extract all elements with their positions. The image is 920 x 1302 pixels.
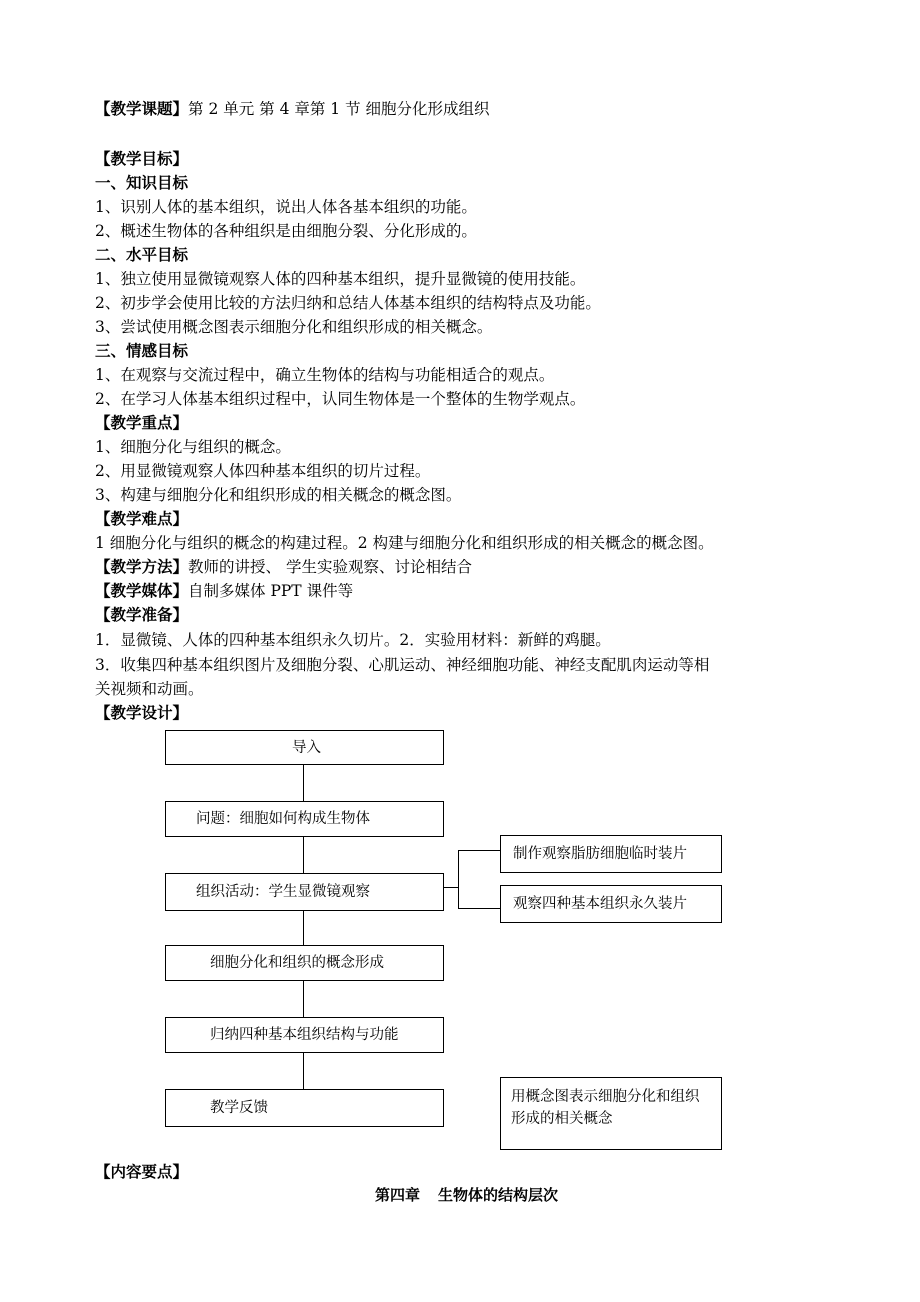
chapter-heading — [375, 1184, 576, 1205]
lesson-title-text: 第 2 单元 第 4 章第 1 节 细胞分化形成组织 — [188, 100, 490, 118]
ability-goal-item: 1、独立使用显微镜观察人体的四种基本组织，提升显微镜的使用技能。 — [95, 270, 586, 288]
chapter-title: 生物体的结构层次 — [438, 1186, 559, 1204]
knowledge-goal-item: 2、概述生物体的各种组织是由细胞分裂、分化形成的。 — [95, 222, 477, 240]
flow-step-activity — [165, 873, 444, 911]
design-heading: 【教学设计】 — [95, 704, 189, 722]
preparation-line: 关视频和动画。 — [95, 680, 204, 698]
media-line — [95, 579, 353, 603]
flow-feedback-note — [500, 1077, 722, 1150]
emotion-goal-item: 1、在观察与交流过程中，确立生物体的结构与功能相适合的观点。 — [95, 366, 555, 384]
branch-connector — [458, 850, 500, 851]
branch-connector — [458, 908, 500, 909]
flow-step-feedback — [165, 1089, 444, 1127]
method-text: 教师的讲授、 学生实验观察、讨论相结合 — [188, 558, 472, 576]
preparation-line: 1．显微镜、人体的四种基本组织永久切片。2．实验用材料：新鲜的鸡腿。 — [95, 631, 611, 649]
flow-connector — [303, 910, 304, 946]
flow-branch-label: 制作观察脂肪细胞临时装片 — [513, 846, 687, 862]
flow-feedback-note-text: 用概念图表示细胞分化和组织形成的相关概念 — [511, 1089, 700, 1127]
branch-connector — [458, 850, 459, 909]
flow-connector — [303, 764, 304, 802]
media-text: 自制多媒体 PPT 课件等 — [188, 582, 354, 600]
flow-branch-fat-cell — [500, 835, 722, 873]
knowledge-goal-item: 1、识别人体的基本组织，说出人体各基本组织的功能。 — [95, 198, 477, 216]
chapter-number: 第四章 — [375, 1186, 421, 1204]
key-points-heading: 【教学重点】 — [95, 414, 189, 432]
lesson-title-label: 【教学课题】 — [95, 100, 189, 118]
method-label: 【教学方法】 — [95, 558, 189, 576]
flow-branch-label: 观察四种基本组织永久装片 — [513, 896, 687, 912]
goals-heading: 【教学目标】 — [95, 150, 189, 168]
flow-step-label: 组织活动：学生显微镜观察 — [196, 884, 370, 900]
flow-step-question — [165, 801, 444, 837]
difficulties-heading: 【教学难点】 — [95, 510, 189, 528]
ability-goal-item: 3、尝试使用概念图表示细胞分化和组织形成的相关概念。 — [95, 318, 493, 336]
method-line — [95, 555, 472, 579]
lesson-title — [95, 97, 490, 121]
branch-connector — [443, 887, 459, 888]
emotion-goals-heading: 三、情感目标 — [95, 342, 189, 360]
content-heading: 【内容要点】 — [95, 1163, 189, 1181]
flow-connector — [303, 836, 304, 874]
flow-step-label: 教学反馈 — [210, 1100, 268, 1116]
ability-goals-heading: 二、水平目标 — [95, 246, 189, 264]
preparation-line: 3．收集四种基本组织图片及细胞分裂、心肌运动、神经细胞功能、神经支配肌肉运动等相 — [95, 656, 710, 674]
preparation-heading: 【教学准备】 — [95, 606, 189, 624]
knowledge-goals-heading: 一、知识目标 — [95, 174, 189, 192]
flow-step-concept — [165, 945, 444, 981]
ability-goal-item: 2、初步学会使用比较的方法归纳和总结人体基本组织的结构特点及功能。 — [95, 294, 601, 312]
key-point-item: 2、用显微镜观察人体四种基本组织的切片过程。 — [95, 462, 431, 480]
flow-step-label: 归纳四种基本组织结构与功能 — [210, 1027, 399, 1043]
flow-connector — [303, 980, 304, 1018]
flow-branch-permanent-slides — [500, 885, 722, 923]
key-point-item: 1、细胞分化与组织的概念。 — [95, 438, 291, 456]
flow-step-summary — [165, 1017, 444, 1053]
flow-step-label: 导入 — [292, 740, 321, 756]
flow-step-intro — [165, 730, 444, 765]
media-label: 【教学媒体】 — [95, 582, 189, 600]
key-point-item: 3、构建与细胞分化和组织形成的相关概念的概念图。 — [95, 486, 462, 504]
flow-connector — [303, 1052, 304, 1090]
flow-step-label: 问题：细胞如何构成生物体 — [196, 811, 370, 827]
emotion-goal-item: 2、在学习人体基本组织过程中，认同生物体是一个整体的生物学观点。 — [95, 390, 586, 408]
difficulties-text: 1 细胞分化与组织的概念的构建过程。2 构建与细胞分化和组织形成的相关概念的概念图。 — [95, 534, 714, 552]
flow-step-label: 细胞分化和组织的概念形成 — [210, 955, 384, 971]
